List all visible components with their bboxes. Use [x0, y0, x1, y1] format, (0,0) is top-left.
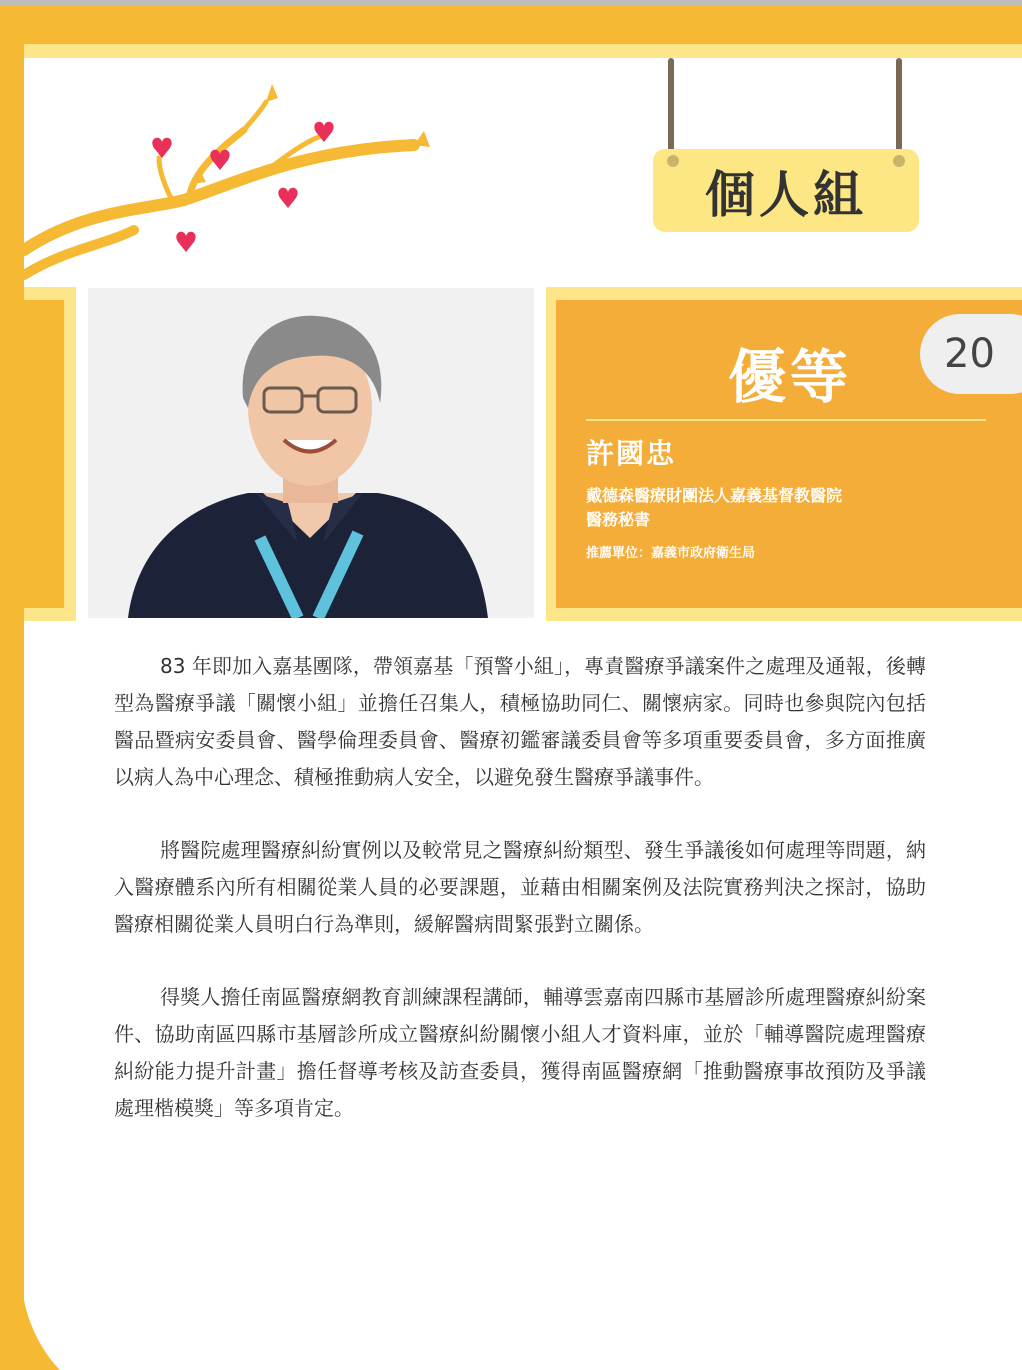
awardee-organization	[586, 484, 842, 532]
paragraph: 83 年即加入嘉基團隊，帶領嘉基「預警小組」，專責醫療爭議案件之處理及通報，後轉型為醫療爭議「關懷小組」並擔任召集人，積極協助同仁、關懷病家。同時也參與院內包括醫品暨病安委員會、醫學倫理委員會、醫療初鑑審議委員會等多項重要委員會，多方面推廣以病人為中心理念、積極推動病人安全，以避免發生醫療爭議事件。	[114, 654, 926, 789]
sign-rope-left	[668, 58, 674, 156]
sign-rope-right	[896, 58, 902, 156]
bottom-corner-decoration	[0, 1300, 60, 1370]
portrait-photo	[88, 288, 534, 618]
top-edge	[0, 0, 1022, 5]
category-sign: 個人組	[653, 149, 919, 232]
paragraph: 將醫院處理醫療糾紛實例以及較常見之醫療糾紛類型、發生爭議後如何處理等問題，納入醫療體系內所有相關從業人員的必要課題，並藉由相關案例及法院實務判決之探討，協助醫療相關從業人員明白行為準則，緩解醫病間緊張對立關係。	[114, 838, 926, 936]
branch-hearts-decoration	[24, 80, 444, 290]
organization-line: 戴德森醫療財團法人嘉義基督教醫院	[586, 486, 843, 505]
page-number-badge: 20	[920, 314, 1022, 394]
position-line: 醫務秘書	[586, 510, 651, 529]
article-body	[114, 648, 926, 1163]
page-top-strip	[24, 44, 1022, 58]
award-divider	[586, 419, 986, 421]
recommending-unit: 推薦單位：嘉義市政府衛生局	[586, 546, 756, 561]
award-grade: 優等	[727, 343, 852, 411]
paragraph: 得獎人擔任南區醫療網教育訓練課程講師，輔導雲嘉南四縣市基層診所處理醫療糾紛案件、協助南區四縣市基層診所成立醫療糾紛關懷小組人才資料庫，並於「輔導醫院處理醫療糾紛能力提升計畫」擔任督導考核及訪查委員，獲得南區醫療網「推動醫療事故預防及爭議處理楷模獎」等多項肯定。	[114, 985, 926, 1120]
left-box	[24, 300, 64, 608]
awardee-name: 許國忠	[586, 437, 677, 470]
